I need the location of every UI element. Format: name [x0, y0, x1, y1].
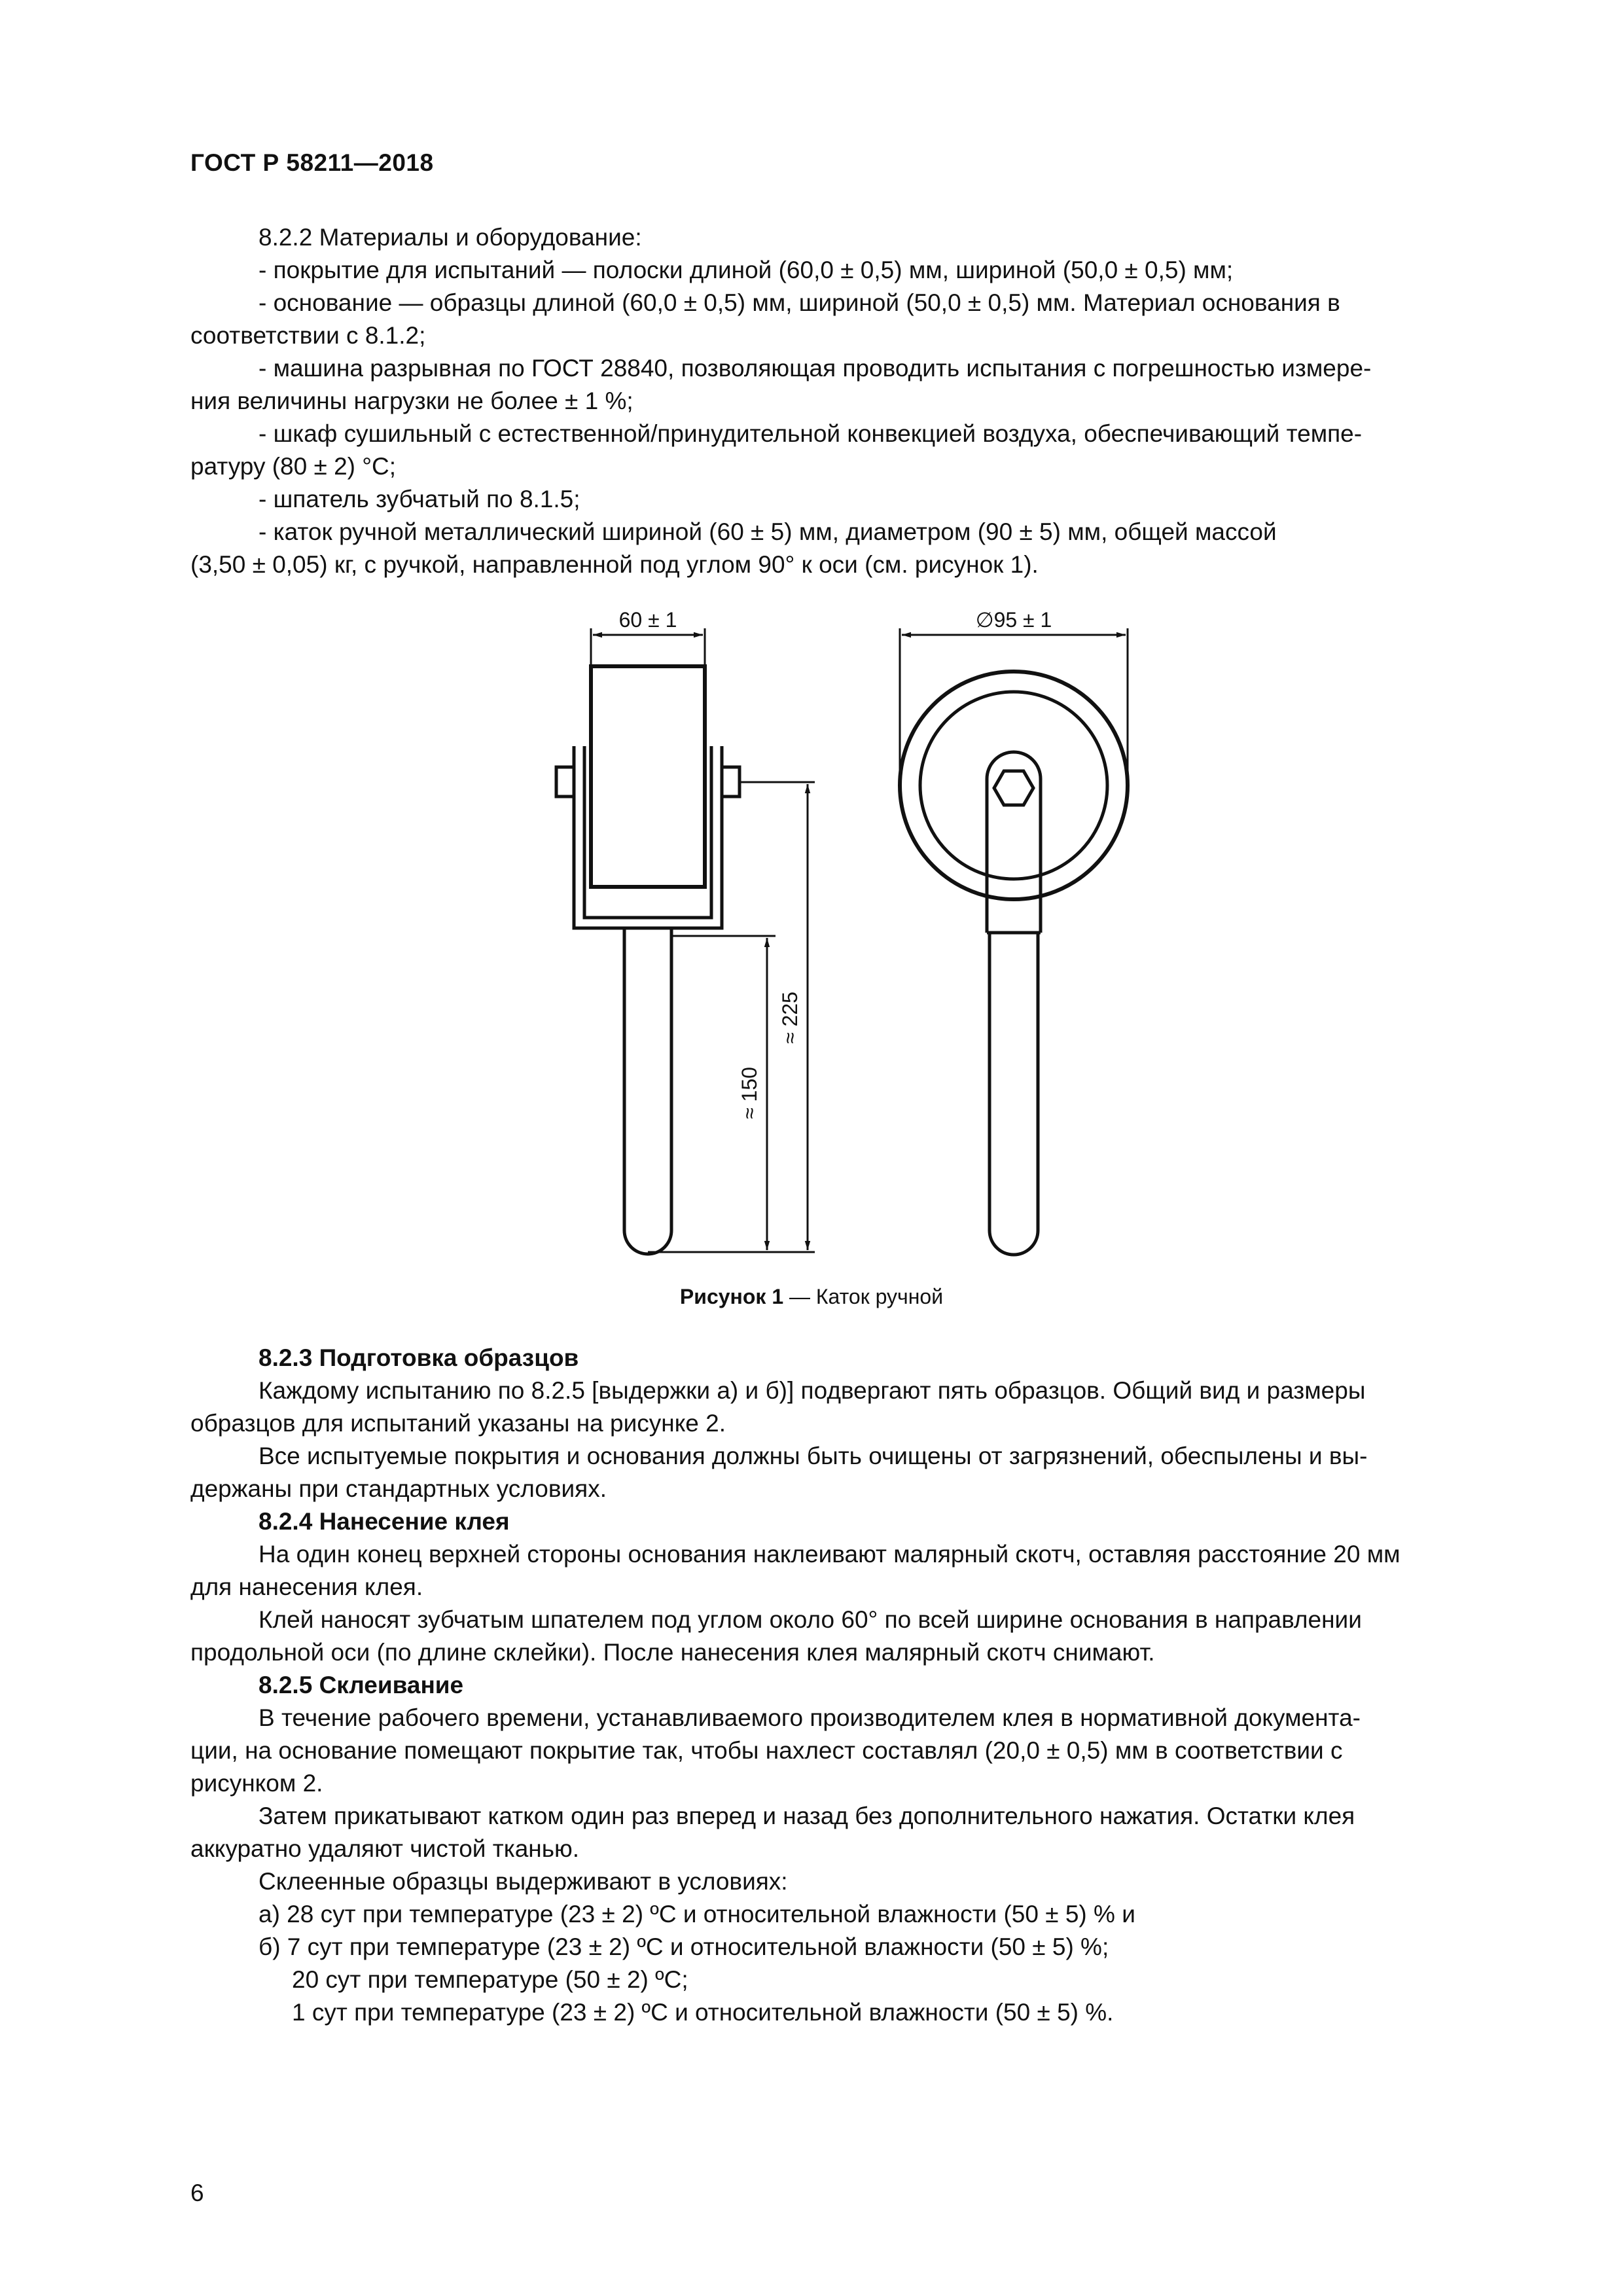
page-number: 6 — [190, 2179, 204, 2206]
figure-caption-text: — Каток ручной — [783, 1285, 944, 1308]
text-line: Каждому испытанию по 8.2.5 [выдержки а) и б)] подвергают пять образцов. Общий вид и размеры — [259, 1377, 1366, 1404]
text-line: - основание — образцы длиной (60,0 ± 0,5) мм, шириной (50,0 ± 0,5) мм. Материал основания в — [259, 289, 1340, 316]
text-line: - шкаф сушильный с естественной/принудительной конвекцией воздуха, обеспечивающий темпе- — [259, 420, 1363, 447]
text-line: образцов для испытаний указаны на рисунке 2. — [190, 1410, 726, 1437]
text-line: Склеенные образцы выдерживают в условиях: — [259, 1868, 788, 1895]
text-line: - покрытие для испытаний — полоски длиной (60,0 ± 0,5) мм, шириной (50,0 ± 0,5) мм; — [259, 257, 1234, 283]
text-line: соответствии с 8.1.2; — [190, 322, 426, 349]
text-line: б) 7 сут при температуре (23 ± 2) ºС и относительной влажности (50 ± 5) %; — [259, 1933, 1109, 1960]
sections-8-2-3-to-8-2-5 — [190, 1342, 1493, 2029]
dim-label-diameter: ∅95 ± 1 — [975, 608, 1052, 632]
text-line: Затем прикатывают катком один раз вперед и назад без дополнительного нажатия. Остатки клея — [259, 1803, 1355, 1829]
figure-caption — [0, 1285, 1623, 1309]
document-header: ГОСТ Р 58211—2018 — [190, 149, 434, 176]
text-line: аккуратно удаляют чистой тканью. — [190, 1835, 580, 1862]
section-heading: 8.2.5 Склеивание — [259, 1672, 464, 1698]
text-line: На один конец верхней стороны основания наклеивают малярный скотч, оставляя расстояние 20 мм — [259, 1541, 1400, 1568]
text-line: а) 28 сут при температуре (23 ± 2) ºС и относительной влажности (50 ± 5) % и — [259, 1901, 1135, 1928]
section-heading: 8.2.4 Нанесение клея — [259, 1508, 510, 1535]
text-line: 20 сут при температуре (50 ± 2) ºС; — [292, 1966, 688, 1993]
text-line: ции, на основание помещают покрытие так, чтобы нахлест составлял (20,0 ± 0,5) мм в соответствии с — [190, 1737, 1343, 1764]
text-line: для нанесения клея. — [190, 1573, 423, 1600]
text-line: Все испытуемые покрытия и основания должны быть очищены от загрязнений, обеспылены и вы- — [259, 1443, 1368, 1469]
figure-caption-label: Рисунок 1 — [679, 1285, 784, 1308]
roller-front-view — [900, 628, 1128, 1255]
text-line: - машина разрывная по ГОСТ 28840, позволяющая проводить испытания с погрешностью измере- — [259, 355, 1372, 382]
dim-label-handle-length: ≈ 150 — [738, 1067, 761, 1119]
text-line: продольной оси (по длине склейки). После нанесения клея малярный скотч снимают. — [190, 1639, 1155, 1666]
text-line: - каток ручной металлический шириной (60 ± 5) мм, диаметром (90 ± 5) мм, общей массой — [259, 518, 1277, 545]
dim-label-total-height: ≈ 225 — [778, 992, 802, 1044]
text-line: 8.2.2 Материалы и оборудование: — [259, 224, 642, 251]
text-line: В течение рабочего времени, устанавливаемого производителем клея в нормативной документа- — [259, 1704, 1361, 1731]
section-heading: 8.2.3 Подготовка образцов — [259, 1344, 579, 1371]
figure-hand-roller — [497, 602, 1165, 1296]
roller-side-view — [556, 628, 740, 1254]
text-line: - шпатель зубчатый по 8.1.5; — [259, 486, 580, 512]
section-8-2-2 — [190, 221, 1493, 581]
text-line: ния величины нагрузки не более ± 1 %; — [190, 387, 633, 414]
text-line: Клей наносят зубчатым шпателем под углом около 60° по всей ширине основания в направлении — [259, 1606, 1362, 1633]
text-line: рисунком 2. — [190, 1770, 323, 1797]
text-line: ратуру (80 ± 2) °С; — [190, 453, 397, 480]
text-line: (3,50 ± 0,05) кг, с ручкой, направленной под углом 90° к оси (см. рисунок 1). — [190, 551, 1039, 578]
dim-label-width: 60 ± 1 — [618, 608, 677, 632]
text-line: держаны при стандартных условиях. — [190, 1475, 607, 1502]
text-line: 1 сут при температуре (23 ± 2) ºС и относительной влажности (50 ± 5) %. — [292, 1999, 1114, 2026]
